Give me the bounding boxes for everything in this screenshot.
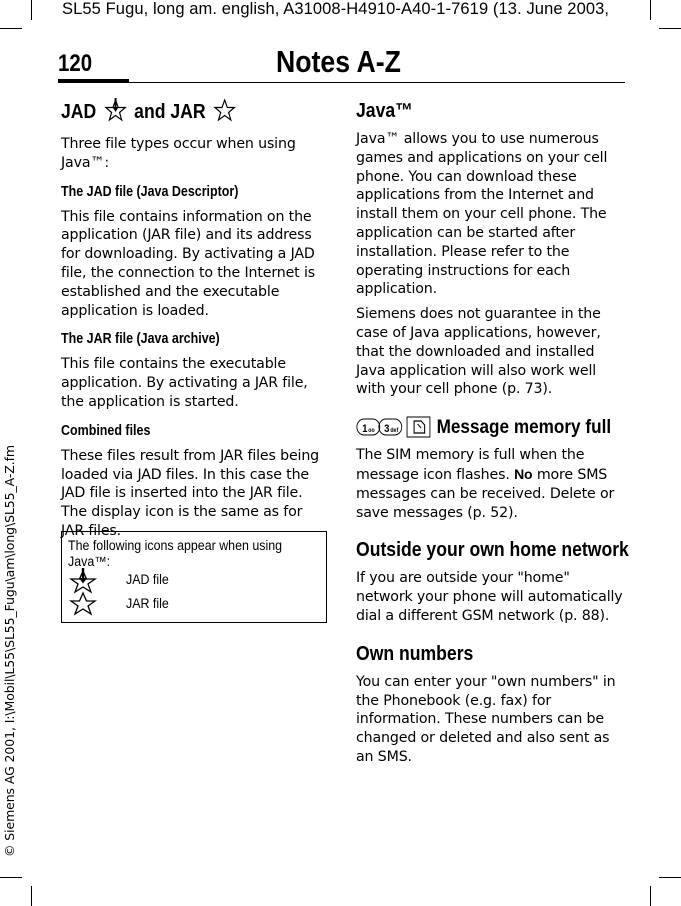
crop-mark	[659, 28, 681, 29]
no-softkey-label: No	[514, 465, 533, 482]
combined-files-text: These files result from JAR files being loaded via JAD files. In this case the JAD file is inserted into the JAR file. The display icon is the same as for JAR files.	[61, 447, 320, 539]
crop-mark	[31, 886, 32, 906]
java-heading: Java™	[356, 100, 413, 122]
jad-file-icon	[104, 98, 127, 129]
crop-mark	[650, 0, 651, 20]
own-numbers-text: You can enter your "own numbers" in the Phonebook (e.g. fax) for information. These numbers can be changed or deleted and also sent as an SMS.	[356, 673, 616, 765]
running-head: SL55 Fugu, long am. english, A31008-H4910-A40-1-7619 (13. June 2003,	[62, 0, 610, 18]
java-paragraph-2: Siemens does not guarantee in the case of Java applications, however, that the downloaded and installed Java application will also work well with your cell phone (p. 73).	[356, 306, 601, 398]
svg-text:def: def	[390, 427, 399, 435]
page-number: 120	[58, 50, 93, 77]
jad-jar-heading: JAD and JAR	[61, 98, 293, 129]
jar-file-text: This file contains the executable application. By activating a JAR file, the application is started.	[61, 356, 308, 410]
own-numbers-heading: Own numbers	[356, 642, 474, 665]
jar-file-icon	[68, 590, 98, 616]
keypad-keys-icon	[356, 416, 432, 438]
combined-files-subheading: Combined files	[61, 422, 151, 439]
outside-network-heading: Outside your own home network	[356, 539, 629, 562]
java-paragraph-1: Java™ allows you to use numerous games and applications on your cell phone. You can download these applications from the Internet and install them on your cell phone. The application can be started after installation. Please refer to the operating instructions for each application.	[356, 131, 608, 298]
outside-network-text: If you are outside your "home" network your phone will automatically dial a different GSM network (p. 88).	[356, 570, 623, 624]
crop-mark	[659, 877, 681, 878]
jad-file-label: JAD file	[126, 572, 169, 587]
page-title: Notes A-Z	[276, 44, 401, 79]
crop-mark	[0, 28, 22, 29]
side-copyright: © Siemens AG 2001, I:\Mobil\L55\SL55_Fugu\am\long\SL55_A-Z.fm	[2, 445, 17, 857]
jad-file-text: This file contains information on the application (JAR file) and its address for downloading. By activating a JAD file, the connection to the Internet is established and the executable application is loaded.	[61, 208, 315, 319]
crop-mark	[31, 0, 32, 20]
jar-file-label: JAR file	[126, 596, 169, 611]
crop-mark	[650, 886, 651, 906]
left-column	[61, 98, 325, 541]
message-memory-text: The SIM memory is full when the message icon flashes. No more SMS messages can be received. Delete or save messages (p. 52).	[356, 447, 615, 521]
crop-mark	[0, 877, 22, 878]
svg-text:oo: oo	[368, 427, 375, 435]
message-memory-full-heading: 1 oo 3 def Message memory full	[356, 414, 592, 440]
jar-file-icon	[213, 98, 236, 129]
infobox-intro: The following icons appear when using Java™:	[68, 538, 283, 569]
svg-text:1: 1	[362, 423, 368, 436]
right-column	[356, 98, 629, 767]
jar-file-subheading: The JAR file (Java archive)	[61, 331, 220, 348]
jad-file-subheading: The JAD file (Java Descriptor)	[61, 183, 239, 200]
intro-text: Three file types occur when using Java™:	[61, 136, 296, 171]
header-rule	[58, 82, 625, 83]
svg-text:3: 3	[384, 423, 390, 436]
java-icons-infobox	[61, 531, 327, 623]
